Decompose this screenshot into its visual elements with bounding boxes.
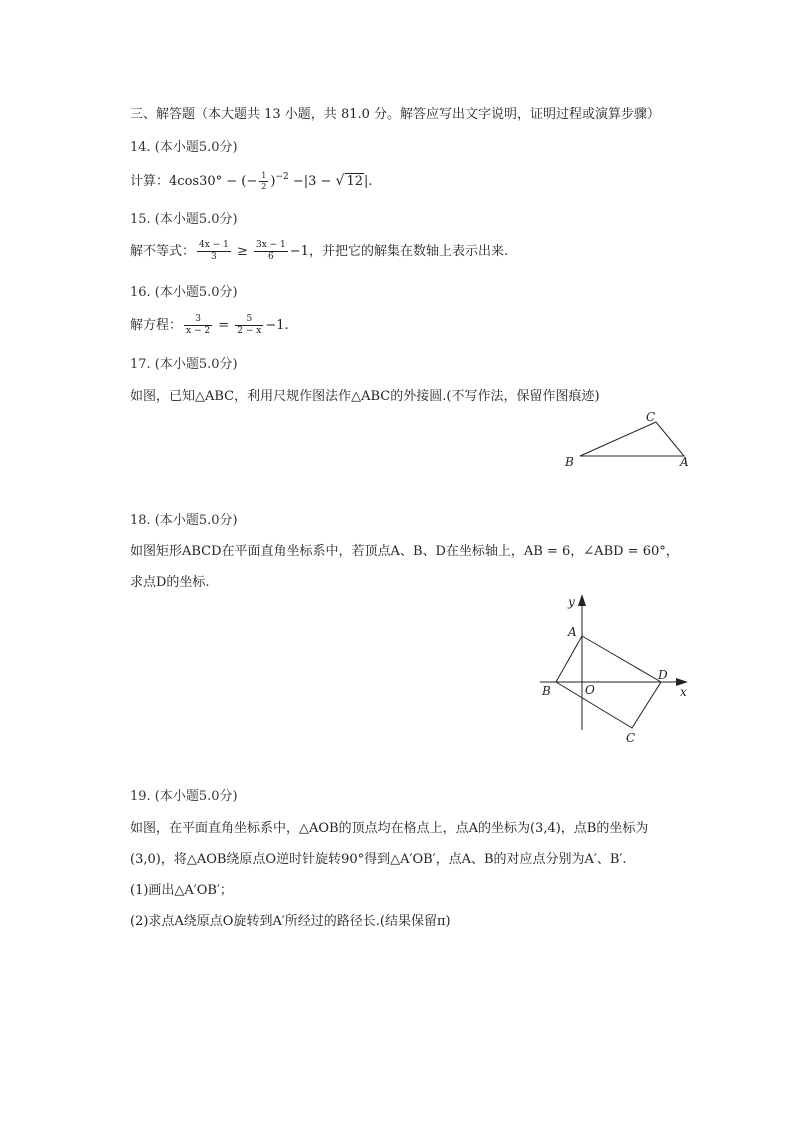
question-18-text-2: 求点D的坐标. [130,575,210,590]
q16-prefix: 解方程： [130,318,183,333]
q15-f1-num: 4x − 1 [199,240,229,250]
question-18-header: 18. (本小题5.0分) [130,513,238,528]
q15-f2-den: 6 [268,252,274,262]
label-a: A [568,625,577,639]
question-17-header: 17. (本小题5.0分) [130,357,238,372]
label-c: C [626,731,636,745]
label-x: x [680,685,687,699]
q15-fraction-1 [197,240,231,263]
q16-f2-den: 2 − x [237,326,262,336]
q15-prefix: 解不等式： [130,244,196,259]
q14-expr-a: 4cos30° − (− [169,174,258,189]
question-15-header: 15. (本小题5.0分) [130,212,238,227]
q14-frac-num: 1 [261,171,267,180]
q16-f1-den: x − 2 [186,326,211,336]
label-y: y [568,595,575,609]
question-19-header: 19. (本小题5.0分) [130,789,238,804]
section-heading: 三、解答题（本大题共 13 小题，共 81.0 分。解答应写出文字说明，证明过程或演算步骤） [130,107,661,122]
q14-exponent: −2 [275,172,289,182]
label-b: B [565,455,574,468]
q14-expr-d: |. [364,174,373,189]
question-19-part-2: (2)求点A绕原点O旋转到A′所经过的路径长.(结果保留π) [130,914,451,929]
question-14-body [130,170,373,192]
q15-f2-num: 3x − 1 [255,240,286,250]
q14-frac-den: 2 [261,182,267,191]
label-b: B [542,684,551,698]
q16-suffix: −1. [265,318,289,333]
sqrt-icon: √ [335,173,345,189]
triangle-abc [580,422,684,456]
q14-expr-b: ) [270,174,276,189]
q15-f1-den: 3 [211,252,217,262]
q15-suffix: −1，并把它的解集在数轴上表示出来. [289,244,509,259]
q14-radicand: 12 [346,174,363,189]
question-14-header: 14. (本小题5.0分) [130,140,238,155]
question-19-text-2: (3,0)，将△AOB绕原点O逆时针旋转90°得到△A′OB′，点A、B的对应点分别为A′、B′. [130,852,627,867]
q16-op: = [214,318,234,333]
question-19-part-1: (1)画出△A′OB′； [130,883,233,898]
question-15-body [130,240,508,263]
q16-f1-num: 3 [184,314,212,326]
question-17-text: 如图，已知△ABC，利用尺规作图法作△ABC的外接圆.(不写作法，保留作图痕迹) [130,389,600,404]
label-o: O [585,683,595,697]
q16-fraction-1 [184,314,212,337]
q15-op: ≥ [232,244,252,259]
label-a: A [680,455,689,468]
q15-fraction-2 [254,240,288,263]
q14-fraction [259,171,268,192]
y-axis-arrow-icon [578,594,586,606]
question-16-body [130,314,289,337]
q16-f2-num: 5 [235,314,263,326]
q16-fraction-2 [235,314,263,337]
label-c: C [646,410,656,424]
question-18-text-1: 如图矩形ABCD在平面直角坐标系中，若顶点A、B、D在坐标轴上，AB = 6，∠ABD = 60°， [130,544,679,559]
label-d: D [658,668,668,682]
q14-prefix: 计算： [130,174,170,189]
triangle-abc-figure [560,408,700,468]
question-19-text-1: 如图，在平面直角坐标系中，△AOB的顶点均在格点上，点A的坐标为(3,4)，点B的坐标为 [130,821,649,836]
rectangle-abcd-figure [530,590,700,750]
q14-expr-c: −|3 − [288,174,336,189]
question-16-header: 16. (本小题5.0分) [130,285,238,300]
